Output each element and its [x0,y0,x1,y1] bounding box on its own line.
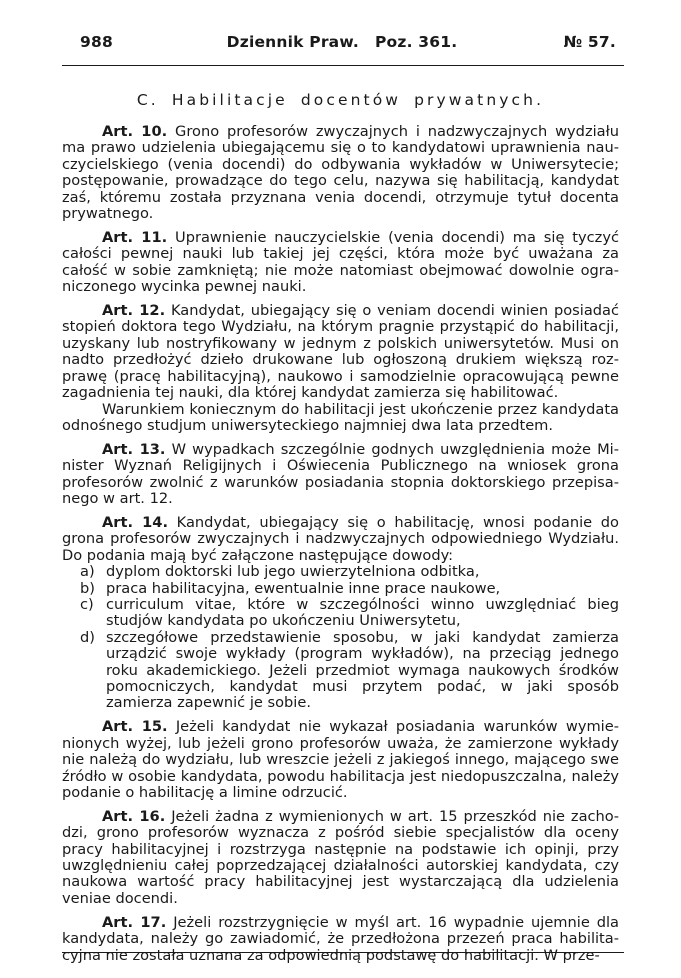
list-letter: b) [80,579,95,597]
article-label: Art. 14. [102,513,168,531]
article-16 [62,809,619,907]
article-label: Art. 12. [102,302,166,320]
list-item-text: curriculum vitae, które w szczególności winno uwzględniać bieg studjów kandydata po ukończeniu Uniwersytetu, [106,595,619,630]
body-text [62,124,619,972]
journal-name: Dziennik Praw. [226,33,359,51]
article-label: Art. 11. [102,228,168,246]
article-label: Art. 13. [102,440,166,458]
list-item-text: szczegółowe przedstawienie sposobu, w jaki kandydat zamierza urządzić swoje wykłady (program wykładów), na przeciąg jednego roku akademickiego. Jeżeli przedmiot wymaga naukowych środków pomocniczych, kandydat musi przytem podać, w jaki sposób zamierza zapewnić je sobie. [106,628,619,712]
article-12 [62,303,619,401]
page-header [62,33,622,55]
article-text: W wypadkach szczególnie godnych uwzględnienia może Minister Wyznań Religijnych i Oświecenia Publicznego na wniosek grona profesorów zwolnić z warunków posiadania stopnia doktorskiego przepisanego w art. 12. [62,440,620,508]
page-number: 988 [80,33,113,51]
header-rule [62,65,624,66]
article-label: Art. 16. [102,807,166,825]
article-label: Art. 10. [102,123,168,140]
article-text: Jeżeli rozstrzygnięcie w myśl art. 16 wypadnie ujemnie dla kandydata, należy go zawiadomić, że przedłożona przezeń praca habilitacyjna nie została uznana za odpowiednią podstawę do habilitacji. W prze- [62,913,620,964]
article-14-list [62,564,619,712]
article-text: Kandydat, ubiegający się o veniam docendi winien posiadać stopień doktora tego Wydziału, na którym pragnie przystąpić do habilitacji, uzyskany lub nostryfikowany w jednym z polskich uniwersytetów. Musi on nadto przedłożyć dzieło drukowane lub ogłoszoną drukiem większą rozprawę (pracę habilitacyjną), naukowo i samodzielnie opracowującą pewne zagadnienia tej nauki, dla której kandydat zamierza się habilitować. [62,302,620,402]
footer-rule [62,952,624,953]
article-17 [62,915,619,964]
article-text: Jeżeli kandydat nie wykazał posiadania warunków wymienionych wyżej, lub jeżeli grono profesorów uważa, że zamierzone wykłady nie należą do wydziału, lub wreszcie jeżeli z jakiegoś innego, mającego swe źródło w osobie kandydata, powodu habilitacja jest niedopuszczalna, należy podanie o habilitację a limine odrzucić. [62,718,619,801]
article-label: Art. 17. [102,913,167,931]
article-text: Uprawnienie nauczycielskie (venia docendi) ma się tyczyć całości pewnej nauki lub takiej jej części, która może być uważana za całość w sobie zamkniętą; nie może natomiast obejmować dowolnie ograniczonego wycinka pewnej nauki. [62,228,620,296]
list-item [62,630,619,712]
article-13 [62,442,619,508]
list-item [62,597,619,630]
list-item [62,564,619,580]
section-title: C. Habilitacje docentów prywatnych. [136,91,545,109]
article-15 [62,719,619,801]
position-number: Poz. 361. [374,33,458,51]
article-text: Grono profesorów zwyczajnych i nadzwyczajnych wydziału ma prawo udzielenia ubiegającemu się o to kandydatowi uprawnienia nauczycielskiego (venia docendi) do odbywania wykładów w Uniwersytecie; postępowanie, prowadzące do tego celu, nazywa się habilitacją, kandydat zaś, któremu została przyznana venia docendi, otrzymuje tytuł docenta prywatnego. [62,123,620,223]
list-letter: d) [80,628,95,646]
article-text: Kandydat, ubiegający się o habilitację, wnosi podanie do grona profesorów zwyczajnych i nadzwyczajnych odpowiedniego Wydziału. Do podania mają być załączone następujące dowody: [62,513,619,564]
list-item-text: dyplom doktorski lub jego uwierzytelniona odbitka, [106,563,480,581]
article-10 [62,124,619,222]
list-letter: a) [80,563,95,581]
running-title [62,33,622,51]
article-text: Jeżeli żadna z wymienionych w art. 15 przeszkód nie zachodzi, grono profesorów wyznacza z pośród siebie specjalistów dla oceny pracy habilitacyjnej i rozstrzyga następnie na podstawie ich opinji, przy uwzględnieniu całej poprzedzającej działalności autorskiej kandydata, czy naukowa wartość pracy habilitacyjnej jest wystarczającą dla udzielenia veniae docendi. [62,807,620,907]
article-label: Art. 15. [102,718,168,736]
issue-number: № 57. [563,33,616,51]
article-11 [62,230,619,296]
article-12-continuation: Warunkiem koniecznym do habilitacji jest ukończenie przez kandydata odnośnego studjum uniwersyteckiego najmniej dwa lata przedtem. [62,400,619,434]
list-item [62,581,619,597]
list-letter: c) [80,595,94,613]
article-14 [62,515,619,564]
list-item-text: praca habilitacyjna, ewentualnie inne prace naukowe, [106,579,501,597]
